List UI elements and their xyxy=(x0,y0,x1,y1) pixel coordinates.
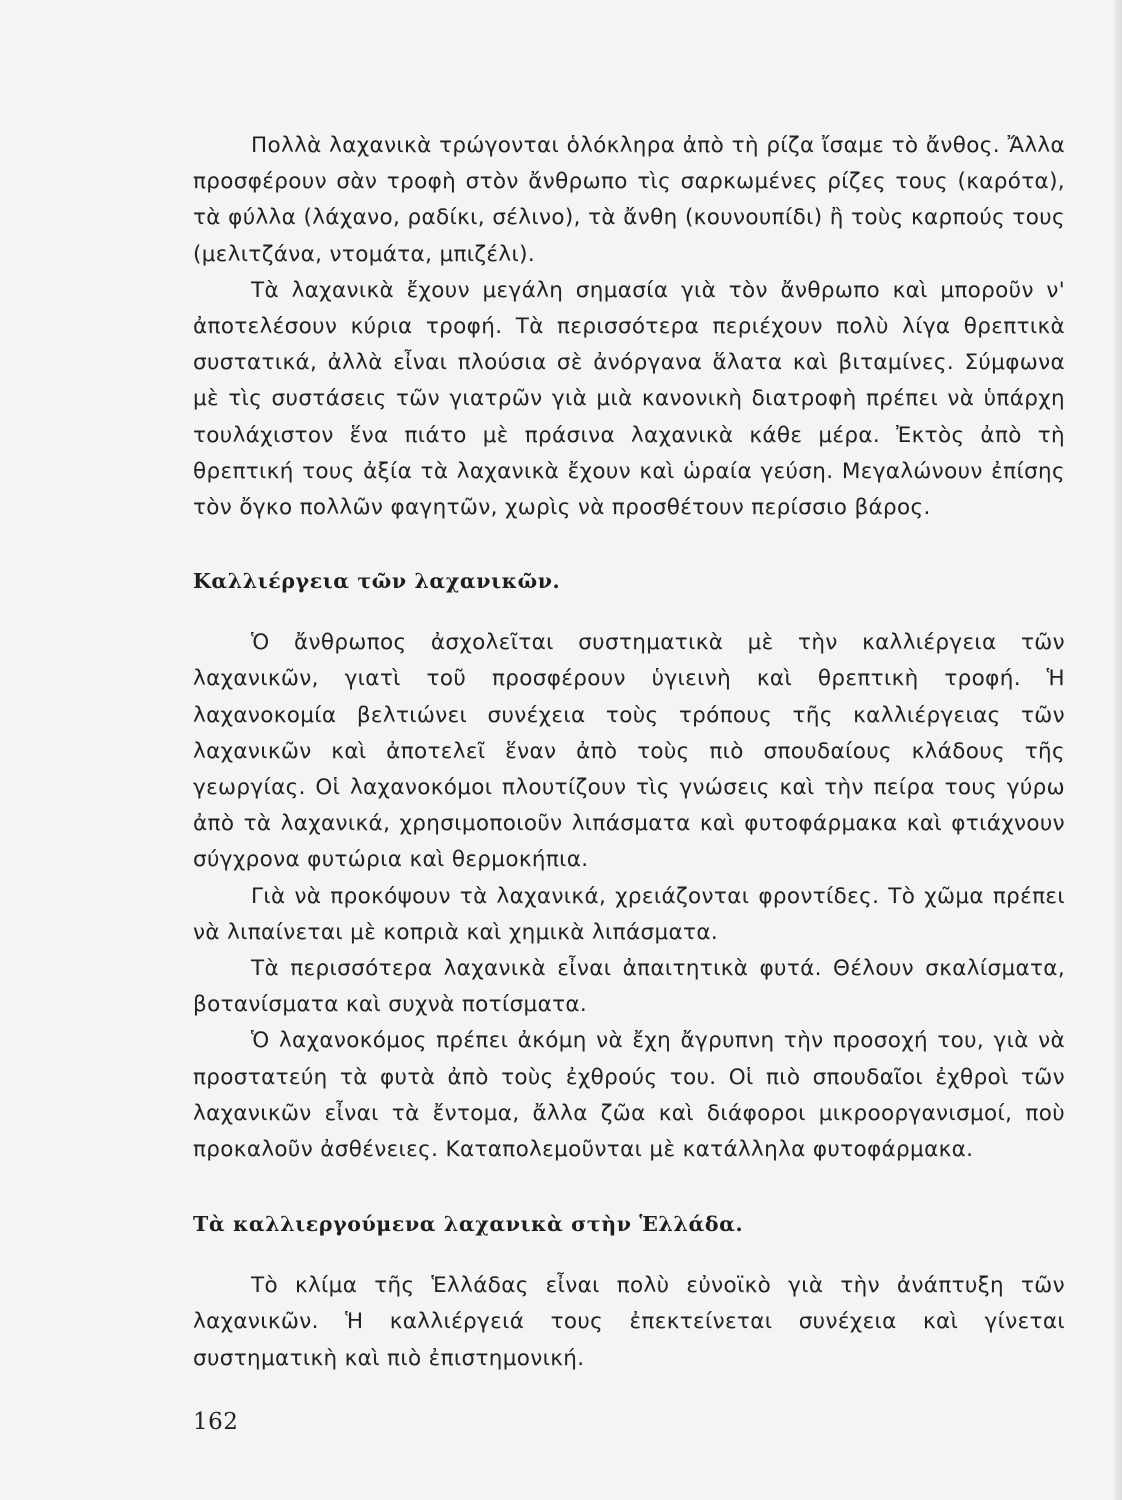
paragraph-cultivation-1: Ὁ ἄνθρωπος ἀσχολεῖται συστηματικὰ μὲ τὴν καλλιέργεια τῶν λαχανικῶν, γιατὶ τοῦ προσφέρουν ὑγιεινὴ καὶ θρεπτικὴ τροφή. Ἡ λαχανοκομία βελτιώνει συνέχεια τοὺς τρόπους τῆς καλλιέργειας τῶν λαχανικῶν καὶ ἀποτελεῖ ἕναν ἀπὸ τοὺς πιὸ σπουδαίους κλάδους τῆς γεωργίας. Οἱ λαχανοκόμοι πλουτίζουν τὶς γνώσεις καὶ τὴν πείρα τους γύρω ἀπὸ τὰ λαχανικά, χρησιμοποιοῦν λιπάσματα καὶ φυτοφάρμακα καὶ φτιάχνουν σύγχρονα φυτώρια καὶ θερμοκήπια. xyxy=(193,630,1065,873)
paragraph-cultivation-2: Γιὰ νὰ προκόψουν τὰ λαχανικά, χρειάζονται φροντίδες. Τὸ χῶμα πρέπει νὰ λιπαίνεται μὲ κοπριὰ καὶ χημικὰ λιπάσματα. xyxy=(193,883,1065,945)
paragraph-intro-1: Πολλὰ λαχανικὰ τρώγονται ὁλόκληρα ἀπὸ τὴ ρίζα ἴσαμε τὸ ἄνθος. Ἄλλα προσφέρουν σὰν τροφὴ στὸν ἄνθρωπο τὶς σαρκωμένες ρίζες τους (καρότα), τὰ φύλλα (λάχανο, ραδίκι, σέλινο), τὰ ἄνθη (κουνουπίδι) ἢ τοὺς καρπούς τους (μελιτζάνα, ντομάτα, μπιζέλι). xyxy=(193,133,1065,267)
page-number: 162 xyxy=(193,1409,239,1435)
spacer xyxy=(193,1242,1065,1268)
spacer xyxy=(193,526,1065,563)
section-heading-cultivation: Καλλιέργεια τῶν λαχανικῶν. xyxy=(193,569,561,594)
page-edge xyxy=(1114,0,1122,1500)
paragraph-intro-2: Τὰ λαχανικὰ ἔχουν μεγάλη σημασία γιὰ τὸν ἄνθρωπο καὶ μποροῦν ν' ἀποτελέσουν κύρια τροφή. Τὰ περισσότερα περιέχουν πολὺ λίγα θρεπτικὰ συστατικά, ἀλλὰ εἶναι πλούσια σὲ ἀνόργανα ἅλατα καὶ βιταμίνες. Σύμφωνα μὲ τὶς συστάσεις τῶν γιατρῶν γιὰ μιὰ κανονικὴ διατροφὴ πρέπει νὰ ὑπάρχη τουλάχιστον ἕνα πιάτο μὲ πράσινα λαχανικὰ κάθε μέρα. Ἐκτὸς ἀπὸ τὴ θρεπτική τους ἀξία τὰ λαχανικὰ ἔχουν καὶ ὡραία γεύση. Μεγαλώνουν ἐπίσης τὸν ὄγκο πολλῶν φαγητῶν, χωρὶς νὰ προσθέτουν περίσσιο βάρος. xyxy=(193,277,1065,521)
paragraph-greece-1: Τὸ κλίμα τῆς Ἑλλάδας εἶναι πολὺ εὐνοϊκὸ γιὰ τὴν ἀνάπτυξη τῶν λαχανικῶν. Ἡ καλλιέργειά τους ἐπεκτείνεται συνέχεια καὶ γίνεται συστηματικὴ καὶ πιὸ ἐπιστημονική. xyxy=(193,1273,1065,1371)
paragraph-cultivation-4: Ὁ λαχανοκόμος πρέπει ἀκόμη νὰ ἔχη ἄγρυπνη τὴν προσοχή του, γιὰ νὰ προστατεύη τὰ φυτὰ ἀπὸ τοὺς ἐχθρούς του. Οἱ πιὸ σπουδαῖοι ἐχθροὶ τῶν λαχανικῶν εἶναι τὰ ἔντομα, ἄλλα ζῶα καὶ διάφοροι μικροοργανισμοί, ποὺ προκαλοῦν ἀσθένειες. Καταπολεμοῦνται μὲ κατάλληλα φυτοφάρμακα. xyxy=(193,1028,1065,1163)
paragraph-cultivation-3: Τὰ περισσότερα λαχανικὰ εἶναι ἀπαιτητικὰ φυτά. Θέλουν σκαλίσματα, βοτανίσματα καὶ συχνὰ ποτίσματα. xyxy=(193,956,1065,1018)
section-heading-greece: Τὰ καλλιεργούμενα λαχανικὰ στὴν Ἑλλάδα. xyxy=(193,1212,744,1237)
spacer xyxy=(193,1168,1065,1206)
page-body xyxy=(193,128,1065,1377)
spacer xyxy=(193,599,1065,625)
